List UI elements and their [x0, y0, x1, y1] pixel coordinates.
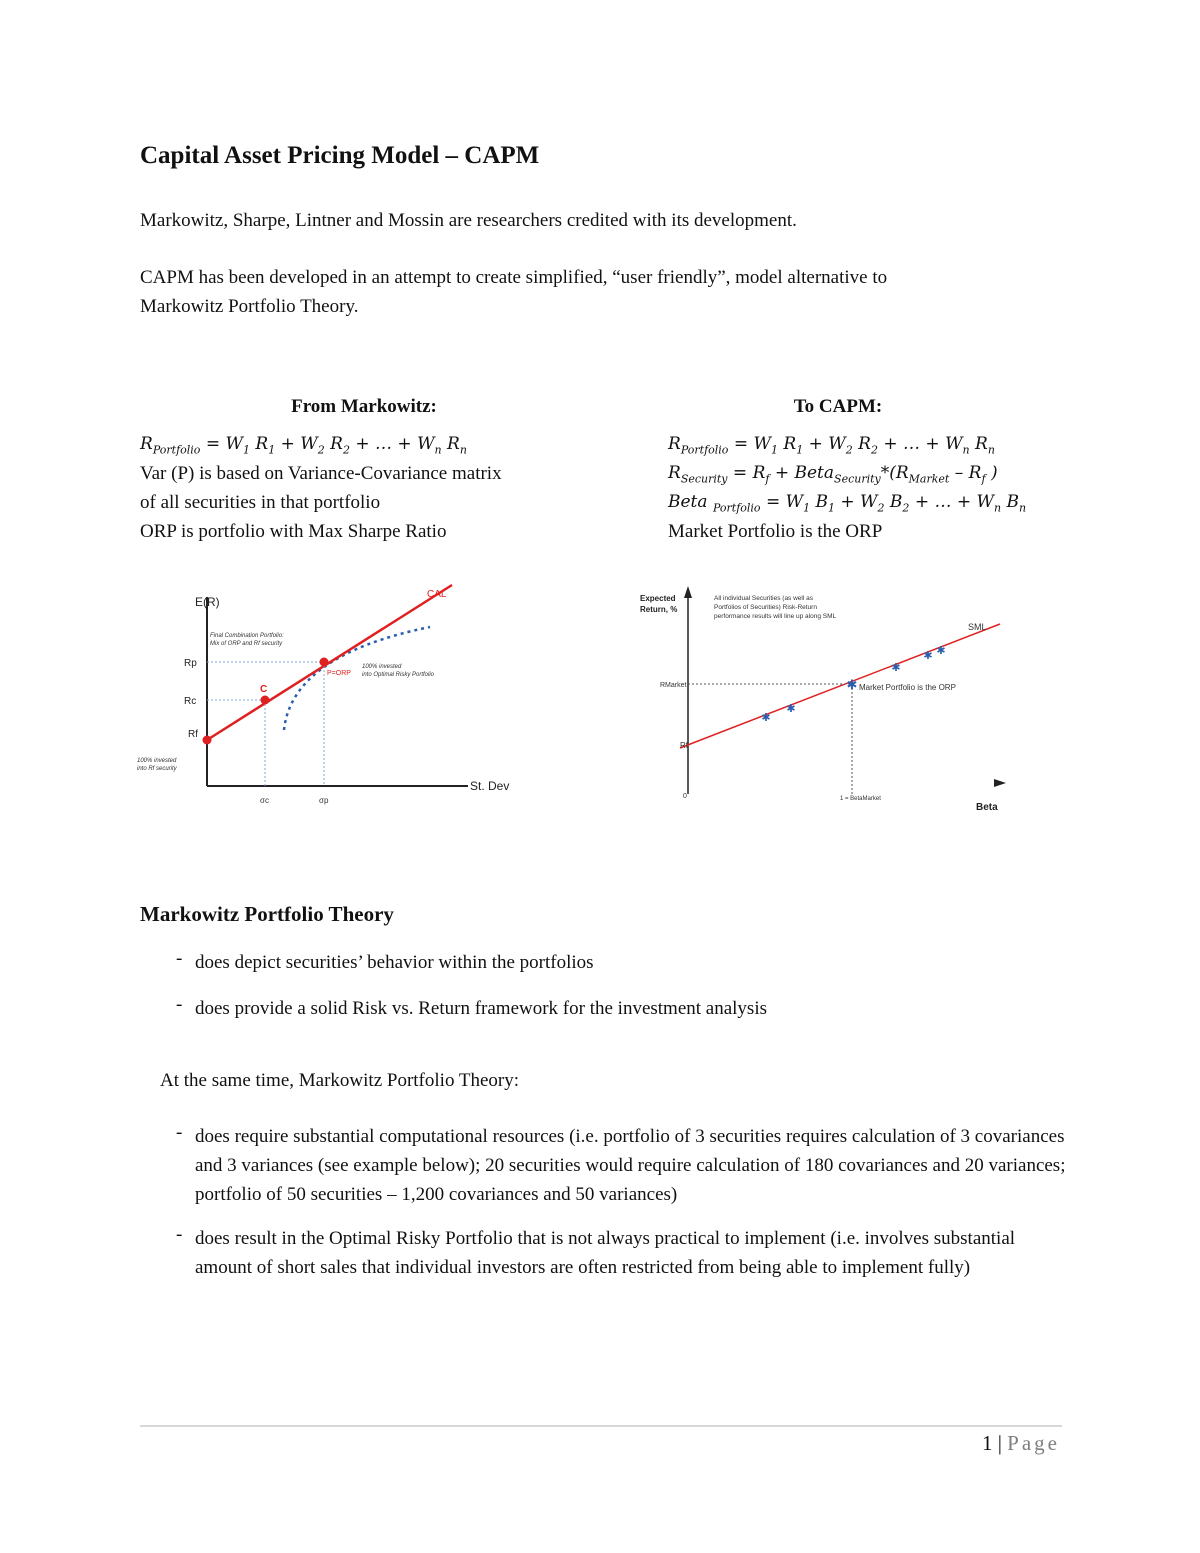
rf-label-right: Rf [680, 741, 688, 750]
security-marker: ✱ [936, 645, 946, 657]
x-axis-arrow-icon [994, 779, 1006, 787]
sml-ylabel-1: Expected [640, 594, 676, 603]
bullet-dash: - [176, 1122, 183, 1143]
left-securities-line: of all securities in that portfolio [140, 492, 381, 513]
annot-risky-2: into Optimal Risky Portfolio [362, 672, 435, 678]
cal-label: CAL [427, 589, 447, 600]
annot-combination-2: Mix of ORP and Rf security [210, 641, 283, 647]
security-marker: ✱ [761, 712, 771, 724]
sml-ylabel-2: Return, % [640, 605, 678, 614]
orp-point [320, 658, 329, 667]
from-markowitz-heading: From Markowitz: [291, 396, 437, 417]
annot-rf-1: 100% invested [137, 758, 177, 764]
bullet-depicts: does depict securities’ behavior within the portfolios [195, 952, 594, 973]
bullet-dash: - [176, 994, 183, 1015]
security-marker: ✱ [786, 703, 796, 715]
intro-capm-line2: Markowitz Portfolio Theory. [140, 296, 359, 317]
left-var-line: Var (P) is based on Variance-Covariance matrix [140, 463, 502, 484]
rc-label: Rc [184, 696, 197, 707]
annot-rf-2: into Rf security [137, 766, 177, 772]
security-marker: ✱ [891, 662, 901, 674]
zero-label: 0 [683, 793, 687, 800]
at-same-time: At the same time, Markowitz Portfolio Theory: [160, 1070, 519, 1091]
intro-capm-line1: CAPM has been developed in an attempt to create simplified, “user friendly”, model alternative to [140, 267, 888, 288]
c-label: C [260, 684, 268, 695]
to-capm-heading: To CAPM: [793, 396, 883, 417]
cal-chart [130, 575, 520, 815]
bullet-computational: does require substantial computational resources (i.e. portfolio of 3 securities requires calculation of 3 covariances and 3 variances (see example below); 20 securities would require calculation of 180 covariances and 20 variances; portfolio of 50 securities – 1,200 covariances and 50 variances) [195, 1126, 1066, 1205]
bullet-orp-practical: does result in the Optimal Risky Portfolio that is not always practical to implement (i.e. involves substantial amount of short sales that individual investors are often restricted from being able to implement fully) [195, 1228, 1016, 1278]
rmarket-label: RMarket [660, 682, 687, 689]
footer-divider [140, 1425, 1062, 1427]
left-portfolio-formula: $R_{Portfolio} = W_1$ $R_1 + W_2$ $R_2$ + … + $W_n$ $R_n$ [140, 434, 467, 457]
left-orp-line: ORP is portfolio with Max Sharpe Ratio [140, 521, 447, 542]
y-axis-arrow-icon [684, 586, 692, 598]
annot-combination-1: Final Combination Portfolio: [210, 633, 284, 639]
cal-ylabel: E(R) [195, 595, 220, 609]
right-beta-formula: Beta $_{Portfolio} = W_1$ $B_1 + W_2$ $B_2$ + … + $W_n$ $B_n$ [668, 492, 1027, 515]
sml-note-1: All individual Securities (as well as [714, 595, 813, 602]
bullet-framework: does provide a solid Risk vs. Return framework for the investment analysis [195, 998, 768, 1019]
sml-note-3: performance results will line up along SML [714, 613, 837, 620]
sml-xlabel: Beta [976, 802, 998, 813]
rp-label: Rp [184, 658, 197, 669]
c-point [261, 696, 270, 705]
orp-label: P=ORP [327, 670, 351, 677]
sigma-c-label: σc [260, 796, 269, 805]
beta-market-label: 1 = BetaMarket [840, 796, 881, 802]
right-market-line: Market Portfolio is the ORP [668, 521, 883, 542]
market-portfolio-marker: ✱ [846, 677, 858, 692]
sml-label: SML [968, 622, 987, 632]
bullet-dash: - [176, 1224, 183, 1245]
right-portfolio-formula: $R_{Portfolio} = W_1$ $R_1 + W_2$ $R_2$ + … + $W_n$ $R_n$ [668, 434, 995, 457]
bullet-dash: - [176, 948, 183, 969]
page-number: 1 | Page [981, 1431, 1060, 1455]
intro-researchers: Markowitz, Sharpe, Lintner and Mossin are researchers credited with its development. [140, 210, 797, 231]
rf-label: Rf [188, 729, 198, 740]
page-title: Capital Asset Pricing Model – CAPM [140, 142, 540, 169]
security-marker: ✱ [923, 650, 933, 662]
sml-note-2: Portfolios of Securities) Risk-Return [714, 604, 817, 611]
cal-xlabel: St. Dev [470, 779, 510, 793]
right-security-formula: $R_{Security} = R_f$ + $Beta_{Security}*(R_{Market} - R_f$ ) [668, 463, 998, 486]
sigma-p-label: σp [319, 796, 329, 805]
annot-risky-1: 100% invested [362, 664, 402, 670]
markowitz-theory-heading: Markowitz Portfolio Theory [140, 902, 394, 926]
rf-point [203, 736, 212, 745]
market-annot: Market Portfolio is the ORP [859, 683, 956, 692]
sml-chart [630, 580, 1050, 820]
